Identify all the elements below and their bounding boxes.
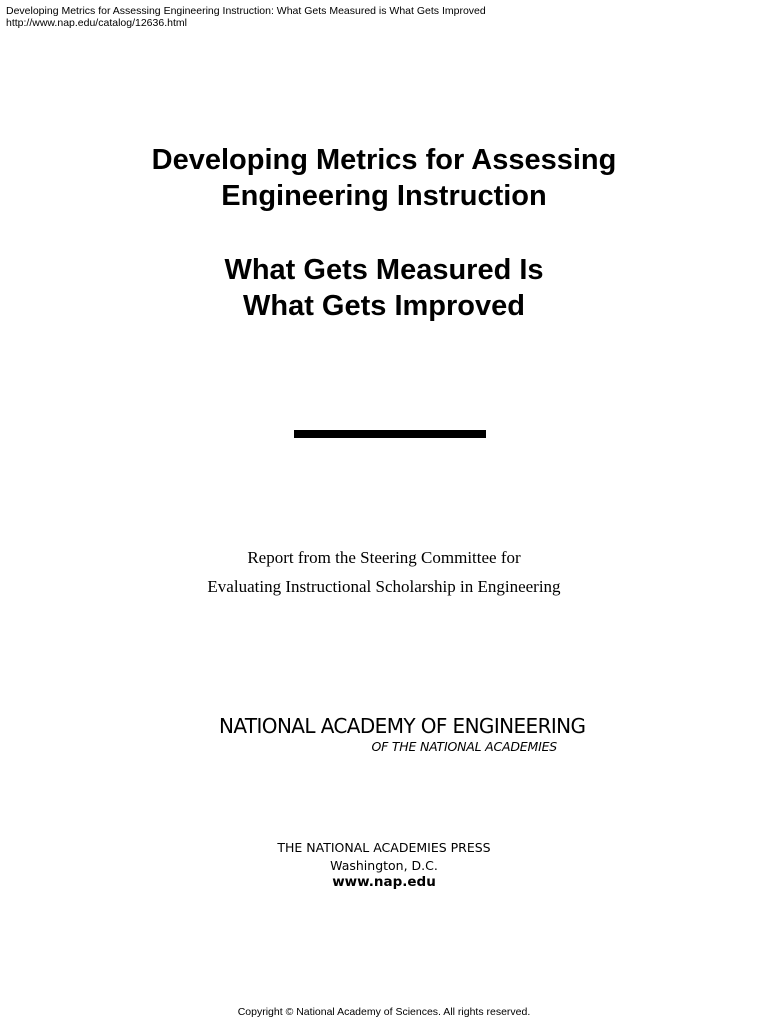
page-header [6,5,486,29]
press-city: Washington, D.C. [330,857,438,873]
report-line-2: Evaluating Instructional Scholarship in Engineering [207,577,561,596]
press-imprint [0,839,768,892]
title-block [0,142,768,324]
subtitle-line-2: What Gets Improved [243,290,525,322]
title-divider-rule [294,430,486,438]
copyright-notice: Copyright © National Academy of Sciences. All rights reserved. [237,1006,531,1018]
press-name: THE NATIONAL ACADEMIES PRESS [277,840,491,855]
report-line-1: Report from the Steering Committee for [247,548,521,567]
publisher-subname: OF THE NATIONAL ACADEMIES [371,739,557,754]
main-title-line-2: Engineering Instruction [221,180,547,212]
header-url[interactable]: http://www.nap.edu/catalog/12636.html [6,17,187,29]
publisher-name: NATIONAL ACADEMY OF ENGINEERING [219,714,586,738]
report-description [0,543,768,601]
subtitle-line-1: What Gets Measured Is [224,254,544,286]
publisher-logo [219,713,586,755]
header-doc-title: Developing Metrics for Assessing Engineering Instruction: What Gets Measured is What Gets Improved [6,5,486,17]
press-website[interactable]: www.nap.edu [332,874,436,890]
main-title-line-1: Developing Metrics for Assessing [151,144,617,176]
